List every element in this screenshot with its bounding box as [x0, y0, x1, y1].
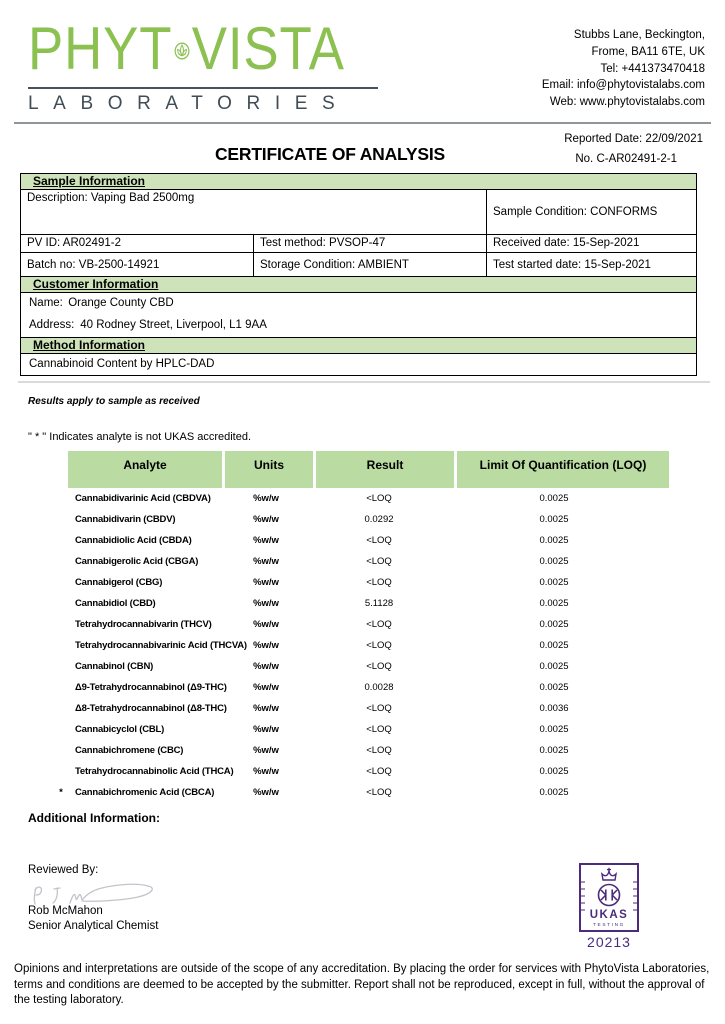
company-logo [28, 12, 388, 115]
header-divider [14, 122, 711, 124]
document-title: CERTIFICATE OF ANALYSIS [214, 144, 446, 164]
customer-name-value: Orange County CBD [68, 297, 174, 309]
leaf-icon [174, 24, 190, 78]
row-result: 0.0028 [364, 682, 394, 693]
logo-word-right: VISTA [191, 15, 345, 82]
ukas-mark-icon [581, 865, 637, 930]
row-units: %w/w [253, 787, 279, 798]
row-result: <LOQ [366, 640, 392, 651]
contact-email: Email: info@phytovistalabs.com [541, 79, 705, 92]
row-result: 5.1128 [364, 598, 394, 609]
report-number: No. C-AR02491-2-1 [575, 153, 677, 165]
sample-test-started-date: Test started date: 15-Sep-2021 [487, 253, 697, 277]
reviewer-title: Senior Analytical Chemist [28, 920, 159, 932]
row-units: %w/w [253, 640, 279, 651]
results-note: Results apply to sample as received [28, 396, 200, 407]
row-result: <LOQ [366, 766, 392, 777]
logo-word-left: PHYT [28, 15, 173, 82]
row-analyte: Tetrahydrocannabivarin (THCV) [75, 619, 212, 630]
row-loq: 0.0025 [539, 577, 569, 588]
row-loq: 0.0025 [539, 724, 569, 735]
row-analyte: Cannabigerolic Acid (CBGA) [75, 556, 199, 567]
sample-information-table [20, 189, 697, 277]
contact-address-line-1: Stubbs Lane, Beckington, [573, 29, 705, 41]
table-row [54, 572, 679, 593]
column-header-analyte: Analyte [68, 451, 222, 488]
row-result: <LOQ [366, 619, 392, 630]
additional-information-label: Additional Information: [28, 811, 160, 825]
report-meta [483, 129, 703, 169]
row-result: <LOQ [366, 703, 392, 714]
row-loq: 0.0036 [539, 703, 569, 714]
logo-subtitle: LABORATORIES [28, 93, 350, 114]
table-row [54, 719, 679, 740]
row-analyte: Cannabichromene (CBC) [75, 745, 184, 756]
row-units: %w/w [253, 598, 279, 609]
customer-information-header: Customer Information [20, 276, 697, 293]
row-result: <LOQ [366, 787, 392, 798]
table-row [54, 677, 679, 698]
column-header-units: Units [225, 451, 313, 488]
row-units: %w/w [253, 745, 279, 756]
logo-divider [28, 87, 378, 89]
contact-phone: Tel: +441373470418 [600, 62, 705, 75]
column-header-result: Result [316, 451, 454, 488]
row-loq: 0.0025 [539, 535, 569, 546]
logo-wordmark [28, 12, 345, 86]
row-loq: 0.0025 [539, 682, 569, 693]
sample-condition: Sample Condition: CONFORMS [487, 190, 697, 235]
reviewer-name: Rob McMahon [28, 905, 103, 917]
ukas-accreditation-note: " * " Indicates analyte is not UKAS accredited. [28, 431, 252, 443]
row-analyte: Cannabicyclol (CBL) [75, 724, 165, 735]
row-loq: 0.0025 [539, 598, 569, 609]
reviewed-by-label: Reviewed By: [28, 864, 99, 876]
row-analyte: Cannabinol (CBN) [75, 661, 154, 672]
row-analyte: Cannabichromenic Acid (CBCA) [75, 787, 215, 798]
table-row [54, 656, 679, 677]
table-row [54, 782, 679, 803]
method-information-box [20, 353, 697, 376]
sample-information-header: Sample Information [20, 173, 697, 190]
row-units: %w/w [253, 661, 279, 672]
table-row [54, 488, 679, 509]
row-units: %w/w [253, 619, 279, 630]
lab-contact-info [542, 27, 705, 111]
results-rows [54, 488, 679, 803]
row-units: %w/w [253, 514, 279, 525]
sample-received-date: Received date: 15-Sep-2021 [487, 235, 697, 253]
row-result: <LOQ [366, 535, 392, 546]
row-analyte: Cannabigerol (CBG) [75, 577, 163, 588]
crown-icon [602, 869, 616, 881]
row-loq: 0.0025 [539, 493, 569, 504]
table-row [54, 530, 679, 551]
row-analyte: Δ9-Tetrahydrocannabinol (Δ9-THC) [75, 682, 227, 693]
section-divider [18, 381, 710, 383]
customer-name-label: Name: [29, 297, 63, 309]
row-flag: * [59, 787, 63, 798]
row-units: %w/w [253, 577, 279, 588]
ukas-monogram-icon [599, 885, 620, 906]
row-loq: 0.0025 [539, 640, 569, 651]
sample-test-method: Test method: PVSOP-47 [254, 235, 487, 253]
customer-address-value: 40 Rodney Street, Liverpool, L1 9AA [80, 319, 267, 331]
row-units: %w/w [253, 556, 279, 567]
row-units: %w/w [253, 535, 279, 546]
row-analyte: Cannabidivarin (CBDV) [75, 514, 176, 525]
customer-address-line [29, 319, 688, 331]
row-result: <LOQ [366, 661, 392, 672]
footer-disclaimer: Opinions and interpretations are outside of the scope of any accreditation. By placing the order for services with PhytoVista Laboratories, terms and conditions are deemed to be accepted by the submitter. Report shall not be reproduced, except in full, without the approval of the testing laboratory. [14, 963, 710, 1006]
row-loq: 0.0025 [539, 745, 569, 756]
results-table-header [68, 451, 672, 488]
row-result: <LOQ [366, 577, 392, 588]
row-result: <LOQ [366, 493, 392, 504]
row-loq: 0.0025 [539, 619, 569, 630]
customer-name-line [29, 297, 688, 309]
sample-batch-no: Batch no: VB-2500-14921 [21, 253, 254, 277]
table-row [54, 551, 679, 572]
sample-storage-condition: Storage Condition: AMBIENT [254, 253, 487, 277]
row-analyte: Tetrahydrocannabivarinic Acid (THCVA) [75, 640, 247, 651]
customer-address-label: Address: [29, 319, 75, 331]
column-header-loq: Limit Of Quantification (LOQ) [457, 451, 669, 488]
table-row [54, 614, 679, 635]
row-loq: 0.0025 [539, 661, 569, 672]
row-loq: 0.0025 [539, 766, 569, 777]
row-loq: 0.0025 [539, 787, 569, 798]
ukas-text: UKAS [589, 909, 629, 921]
reported-date: Reported Date: 22/09/2021 [564, 133, 703, 145]
method-information-header: Method Information [20, 337, 697, 354]
reviewer-signature [30, 874, 170, 908]
customer-information-box [20, 292, 697, 338]
ukas-logo [579, 863, 639, 932]
table-row [54, 593, 679, 614]
row-analyte: Cannabidivarinic Acid (CBDVA) [75, 493, 211, 504]
contact-web: Web: www.phytovistalabs.com [549, 96, 705, 109]
info-sections [20, 174, 697, 376]
contact-address-line-2: Frome, BA11 6TE, UK [591, 45, 705, 58]
row-loq: 0.0025 [539, 514, 569, 525]
row-analyte: Δ8-Tetrahydrocannabinol (Δ8-THC) [75, 703, 227, 714]
row-result: <LOQ [366, 745, 392, 756]
table-row [54, 509, 679, 530]
table-row [54, 698, 679, 719]
row-units: %w/w [253, 724, 279, 735]
method-value: Cannabinoid Content by HPLC-DAD [29, 358, 215, 370]
row-units: %w/w [253, 766, 279, 777]
row-result: <LOQ [366, 556, 392, 567]
row-analyte: Cannabidiol (CBD) [75, 598, 156, 609]
row-units: %w/w [253, 493, 279, 504]
ukas-accreditation-number: 20213 [587, 934, 631, 950]
ukas-testing-text: TESTING [593, 923, 625, 928]
row-units: %w/w [253, 682, 279, 693]
row-result: <LOQ [366, 724, 392, 735]
row-loq: 0.0025 [539, 556, 569, 567]
row-units: %w/w [253, 703, 279, 714]
row-analyte: Cannabidiolic Acid (CBDA) [75, 535, 192, 546]
table-row [54, 761, 679, 782]
sample-pv-id: PV ID: AR02491-2 [21, 235, 254, 253]
table-row [54, 740, 679, 761]
row-result: 0.0292 [364, 514, 394, 525]
table-row [54, 635, 679, 656]
sample-description: Description: Vaping Bad 2500mg [21, 190, 487, 235]
row-analyte: Tetrahydrocannabinolic Acid (THCA) [75, 766, 234, 777]
